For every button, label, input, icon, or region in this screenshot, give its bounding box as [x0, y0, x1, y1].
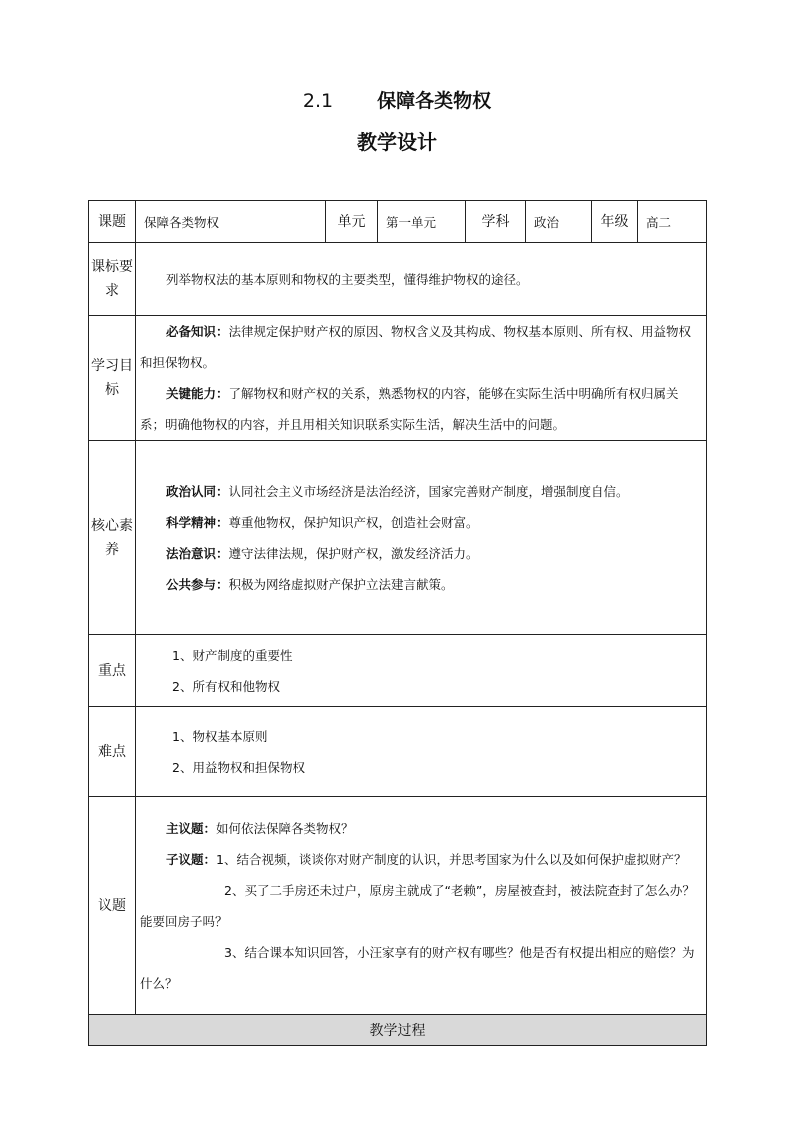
sub-topic-2: 2、买了二手房还未过户，原房主就成了“老赖”，房屋被查封，被法院查封了怎么办？能要回房子吗？: [140, 882, 695, 929]
teaching-process-header: 教学过程: [89, 1015, 707, 1046]
literacy-row: [89, 441, 707, 635]
knowledge-label: 必备知识：: [166, 324, 229, 339]
difficulty-item: 2、用益物权和担保物权: [172, 759, 305, 775]
header-row: [89, 201, 707, 243]
literacy-item: 法治意识：遵守法律法规，保护财产权，激发经济活力。: [166, 545, 479, 561]
key-point-item: 2、所有权和他物权: [172, 678, 280, 694]
section-number: 2.1: [302, 90, 334, 112]
unit-label: 单元: [326, 201, 378, 243]
lesson-plan-table: [88, 200, 707, 1046]
lesson-title: 保障各类物权: [377, 90, 492, 112]
grade-value: 高二: [638, 201, 707, 243]
key-point-item: 1、财产制度的重要性: [172, 647, 293, 663]
topics-row: [89, 797, 707, 1015]
topic-label: 课题: [89, 201, 136, 243]
sub-topic-label: 子议题：: [166, 851, 217, 867]
main-topic-label: 主议题：: [166, 820, 217, 836]
standard-text: 列举物权法的基本原则和物权的主要类型，懂得维护物权的途径。: [166, 271, 529, 287]
main-topic-text: 如何依法保障各类物权？: [216, 820, 354, 836]
standard-label: 课标要求: [89, 243, 136, 316]
knowledge-paragraph: [140, 316, 702, 378]
grade-label: 年级: [592, 201, 638, 243]
difficulty-item: 1、物权基本原则: [172, 728, 268, 744]
subject-label: 学科: [466, 201, 526, 243]
sub-topic-3: 3、结合课本知识回答，小汪家享有的财产权有哪些？他是否有权提出相应的赔偿？为什么？: [140, 944, 695, 991]
topic-value: 保障各类物权: [136, 201, 326, 243]
objectives-label: 学习目标: [89, 316, 136, 441]
literacy-item: 科学精神：尊重他物权，保护知识产权，创造社会财富。: [166, 514, 479, 530]
knowledge-text: 法律规定保护财产权的原因、物权含义及其构成、物权基本原则、所有权、用益物权和担保物权。: [140, 324, 692, 370]
ability-label: 关键能力：: [166, 386, 229, 401]
key-points-label: 重点: [89, 635, 136, 707]
literacy-label: 核心素养: [89, 441, 136, 635]
ability-text: 了解物权和财产权的关系，熟悉物权的内容，能够在实际生活中明确所有权归属关系；明确他物权的内容，并且用相关知识联系实际生活，解决生活中的问题。: [140, 386, 679, 432]
document-title: [0, 86, 794, 113]
subject-value: 政治: [526, 201, 592, 243]
objectives-row: [89, 316, 707, 441]
literacy-item: 公共参与：积极为网络虚拟财产保护立法建言献策。: [166, 576, 454, 592]
difficulties-row: [89, 707, 707, 797]
unit-value: 第一单元: [378, 201, 466, 243]
literacy-item: 政治认同：认同社会主义市场经济是法治经济，国家完善财产制度，增强制度自信。: [166, 483, 629, 499]
ability-paragraph: [140, 378, 702, 440]
process-row: [89, 1015, 707, 1046]
standard-row: [89, 243, 707, 316]
topics-label: 议题: [89, 797, 136, 1015]
main-topic: [140, 813, 702, 844]
key-points-row: [89, 635, 707, 707]
document-subtitle: 教学设计: [357, 130, 437, 154]
sub-topic-1: 子议题：1、结合视频，谈谈你对财产制度的认识，并思考国家为什么以及如何保护虚拟财产？: [166, 851, 687, 867]
difficulties-label: 难点: [89, 707, 136, 797]
